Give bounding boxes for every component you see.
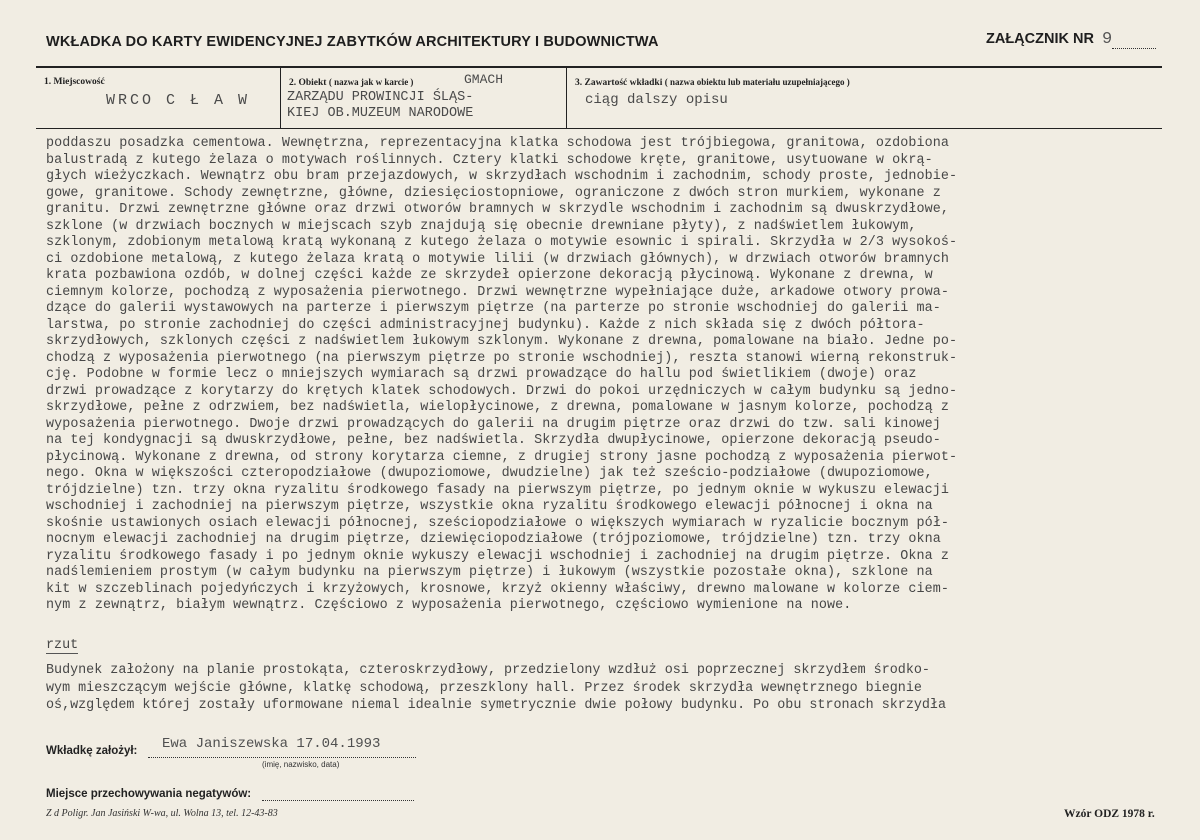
content-label-text: 3. Zawartość wkładki [575,78,663,88]
body-line: ciemnym kolorze, pochodzą z wyposażenia pierwotnego. Drzwi wewnętrzne wypełniające duże, arkadowe otwory prowa- [46,284,950,300]
object-cell [280,68,567,128]
location-value: WRCO C Ł A W [106,92,251,109]
body-line: głych wieżyczkach. Wewnątrz obu bram przejazdowych, w skrzydłach wschodnim i zachodnim, schody proste, jednobie- [46,169,958,184]
annex-number [986,30,1112,49]
author-label: Wkładkę założył: [46,745,138,757]
body-line: wschodniej i zachodniej na pierwszym piętrze, wszystkie okna ryzalitu środkowego elewacji północnej i okna na [46,499,933,514]
location-cell [36,68,280,128]
object-value-line-1: GMACH [464,72,504,87]
body-line: chodzą z wyposażenia pierwotnego (na pierwszym piętrze po stronie wschodniej), reszta stanowi wierną rekonstruk- [46,350,958,366]
author-hint: (imię, nazwisko, data) [262,760,340,769]
location-label: 1. Miejscowość [44,77,105,87]
body-line: wyposażenia pierwotnego. Dwoje drzwi prowadzących do galerii na drugim piętrze oraz drzwi do tzw. sali kinowej [46,416,941,432]
body-line: skrzydłowych, szklonych części z nadświetlem łukowym szklonym. Wykonane z drewna, pomalowane na biało. Jedne po- [46,334,958,349]
body-line: poddaszu posadzka cementowa. Wewnętrzna, reprezentacyjna klatka schodowa jest trójbiegowa, granitowa, ozdobiona [46,136,950,151]
object-label-note: ( nazwa jak w karcie ) [328,77,414,87]
rzut-line: Budynek założony na planie prostokąta, czteroskrzydłowy, przedzielony wzdłuż osi poprzecznej skrzydłem środko- [46,663,930,678]
form-model: Wzór ODZ 1978 r. [1064,808,1155,820]
body-line: nocnym elewacji zachodniej na drugim piętrze, dziewięciopodziałowe (trójpoziomowe, trójdzielne) tzn. trzy okna [46,532,941,547]
body-line: skrzydłowe, pełne z odrzwiem, bez nadświetla, wielopłycinowe, z drewna, pomalowane w jasnym kolorze, pochodzą z [46,400,950,415]
body-line: kit w szczeblinach pojedyńczych i krzyżowych, krosnowe, krzyż okienny właściwy, drewno malowane w kolorze ciem- [46,581,950,597]
content-cell [566,68,1163,128]
author-dotted-line [148,757,416,758]
rzut-line: oś,względem której zostały uformowane niemal idealnie symetrycznie dwie połowy budynku. Po obu stronach skrzydła [46,698,946,713]
printer-imprint: Z d Poligr. Jan Jasiński W-wa, ul. Wolna 13, tel. 12-43-83 [46,808,278,819]
rzut-line: wym mieszczącym wejście główne, klatkę schodową, przeszklony hall. Przez środek skrzydła wewnętrznego biegnie [46,680,922,696]
annex-underline [1112,48,1156,49]
body-line: larstwa, po stronie zachodniej do części administracyjnej budynku). Każde z nich składa się z dwóch półtora- [46,317,925,333]
body-line: szklone (w drzwiach bocznych w miejscach szyb znajdują się obecnie drewniane płyty), z nadświetlem łukowym, [46,218,917,234]
header-fields-box [36,66,1162,129]
body-line: ryzalitu środkowego fasady i po jednym oknie wykuszy elewacji wschodniej i zachodniej na drugim piętrze. Okna z [46,548,950,564]
body-line: cję. Podobne w formie lecz o mniejszych wymiarach są drzwi prowadzące do hallu pod świetlikiem (dwoje) oraz [46,367,917,382]
body-line: płycinową. Wykonane z drewna, od strony korytarza ciemne, z drugiej strony jasne pochodzą z wyposażenia pierwot- [46,449,958,465]
body-line: trójdzielne) tzn. trzy okna ryzalitu środkowego fasady na pierwszym piętrze, po jednym oknie w wykuszu elewacji [46,482,950,498]
author-value: Ewa Janiszewska 17.04.1993 [162,736,381,752]
description-body [46,136,1176,615]
object-value-line-2: ZARZĄDU PROWINCJI ŚLĄS- [287,90,474,105]
body-line: granitu. Drzwi zewnętrzne główne oraz drzwi otworów bramnych w skrzydle wschodnim i zachodnim są dwuskrzydłowe, [46,202,950,217]
body-line: nego. Okna w większości czteropodziałowe (dwupoziomowe, dwudzielne) jak też sześcio-podziałowe (dwupoziomowe, [46,466,933,481]
card-title: WKŁADKA DO KARTY EWIDENCYJNEJ ZABYTKÓW ARCHITEKTURY I BUDOWNICTWA [46,34,659,50]
body-line: drzwi prowadzące z korytarzy do krętych klatek schodowych. Drzwi do pokoi urzędniczych w całym budynku są jedno- [46,383,958,399]
body-line: szklonym, zdobionym metalową kratą wykonaną z kutego żelaza o motywie esownic i spirali. Skrzydła w 2/3 wysokoś- [46,235,958,250]
annex-label: ZAŁĄCZNIK NR [986,31,1094,47]
body-line: dzące do galerii wystawowych na parterze i pierwszym piętrze (na parterze po stronie wschodniej do galerii ma- [46,301,941,316]
content-label [575,77,850,88]
body-line: ci ozdobione metalową, z kutego żelaza kratą o motywie lilii (w drzwiach głównych), w drzwiach otworów bramnych [46,251,950,267]
body-line: na tej kondygnacji są dwuskrzydłowe, pełne, bez nadświetla. Skrzydła dwupłycinowe, opierzone dekoracją pseudo- [46,433,941,448]
object-value-line-3: KIEJ OB.MUZEUM NARODOWE [287,106,474,121]
negatives-label: Miejsce przechowywania negatywów: [46,788,252,800]
content-value: ciąg dalszy opisu [585,92,728,108]
body-line: nadślemieniem prostym (w całym budynku na pierwszym piętrze) i łukowym (wszystkie pozostałe okna), szklone na [46,565,933,580]
body-line: skośnie ustawionych osiach elewacji północnej, sześciopodziałowe o większych wymiarach w ryzalicie bocznym pół- [46,515,950,531]
section-heading-rzut: rzut [46,638,79,653]
body-line: balustradą z kutego żelaza o motywach roślinnych. Cztery klatki schodowe kręte, granitowe, usytuowane w okrą- [46,152,933,168]
negatives-dotted-line [262,800,414,801]
object-label-text: 2. Obiekt [289,78,327,88]
content-label-note: ( nazwa obiektu lub materiału uzupełniającego ) [664,77,850,87]
object-label [289,77,413,88]
body-line: gowe, granitowe. Schody zewnętrzne, główne, dziesięciostopniowe, ograniczone z dwóch stron murkiem, wykonane z [46,185,941,201]
annex-value: 9 [1101,30,1113,49]
body-line: krata pozbawiona ozdób, w dolnej części każde ze skrzydeł opierzone dekoracją płycinową. Wykonane z drewna, w [46,268,933,283]
body-line: nym z zewnątrz, białym wewnątrz. Częściowo z wyposażenia pierwotnego, częściowo wymienione na nowe. [46,598,852,613]
rzut-body [46,662,1176,715]
